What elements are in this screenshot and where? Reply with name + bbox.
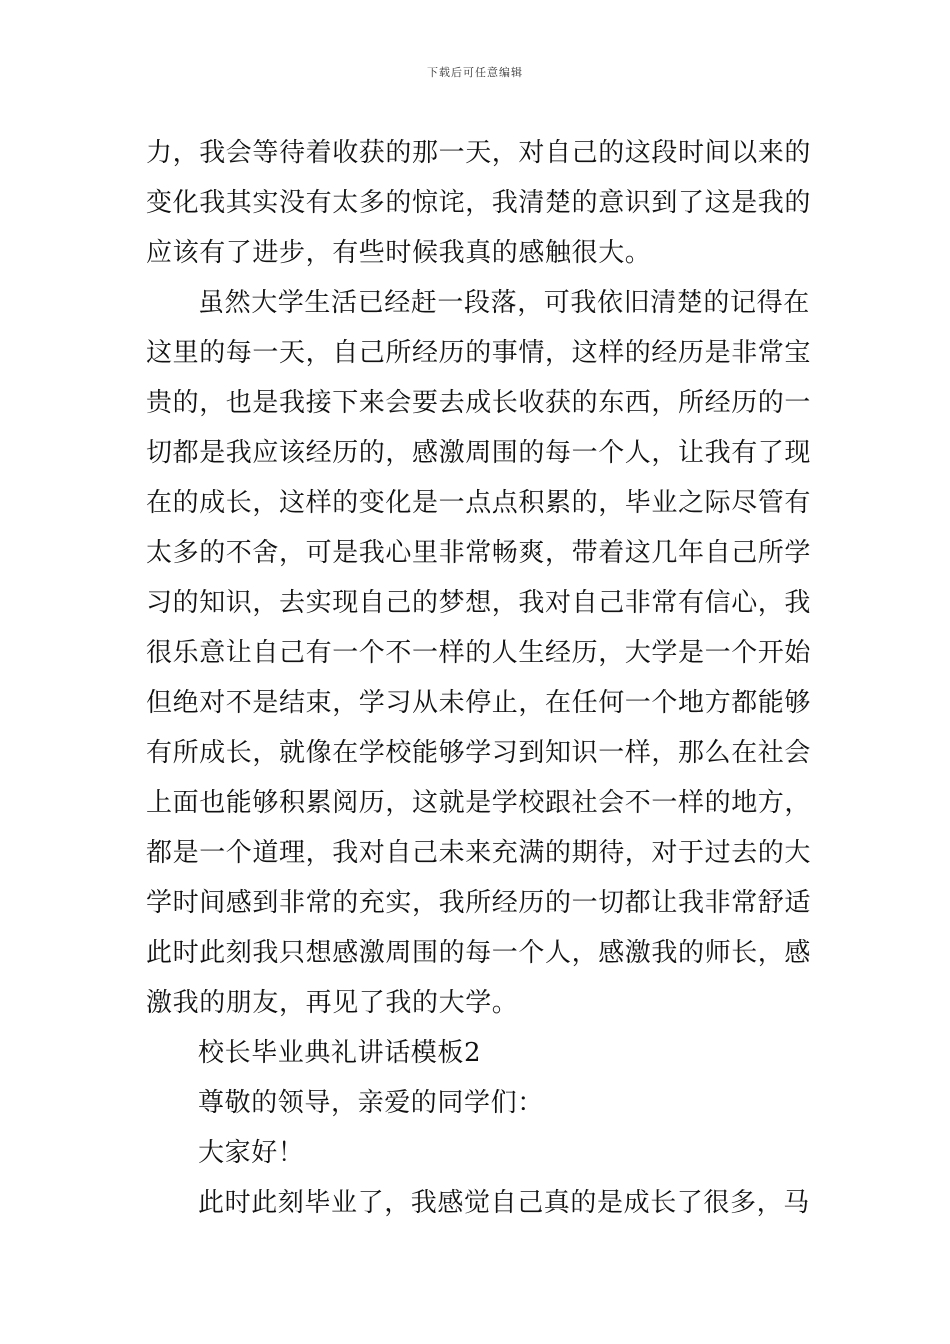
text-line: 上面也能够积累阅历，这就是学校跟社会不一样的地方， — [146, 788, 812, 818]
text-line: 都是一个道理，我对自己未来充满的期待，对于过去的大 — [146, 838, 812, 868]
text-line: 很乐意让自己有一个不一样的人生经历，大学是一个开始 — [146, 638, 812, 668]
text-line: 变化我其实没有太多的惊诧，我清楚的意识到了这是我的 — [146, 188, 812, 218]
text-line: 应该有了进步，有些时候我真的感触很大。 — [146, 238, 652, 268]
text-line: 习的知识，去实现自己的梦想，我对自己非常有信心，我 — [146, 588, 812, 618]
text-line: 太多的不舍，可是我心里非常畅爽，带着这几年自己所学 — [146, 538, 812, 568]
paragraph-start-line: 虽然大学生活已经赶一段落，可我依旧清楚的记得在 — [198, 288, 810, 318]
text-line: 此时此刻我只想感激周围的每一个人，感激我的师长，感 — [146, 938, 812, 968]
page-header: 下载后可任意编辑 — [427, 66, 523, 79]
salutation: 尊敬的领导，亲爱的同学们： — [198, 1088, 544, 1118]
section-title: 校长毕业典礼讲话模板2 — [198, 1038, 482, 1068]
greeting: 大家好！ — [198, 1138, 305, 1168]
text-line: 激我的朋友，再见了我的大学。 — [146, 988, 519, 1018]
paragraph-start-line: 此时此刻毕业了，我感觉自己真的是成长了很多，马 — [198, 1188, 810, 1218]
document-body — [146, 128, 812, 1228]
text-line: 切都是我应该经历的，感激周围的每一个人，让我有了现 — [146, 438, 812, 468]
text-line: 这里的每一天，自己所经历的事情，这样的经历是非常宝 — [146, 338, 812, 368]
text-line: 有所成长，就像在学校能够学习到知识一样，那么在社会 — [146, 738, 812, 768]
text-line: 学时间感到非常的充实，我所经历的一切都让我非常舒适 — [146, 888, 812, 918]
text-line: 贵的，也是我接下来会要去成长收获的东西，所经历的一 — [146, 388, 812, 418]
text-line: 但绝对不是结束，学习从未停止，在任何一个地方都能够 — [146, 688, 812, 718]
text-line: 力，我会等待着收获的那一天，对自己的这段时间以来的 — [146, 138, 812, 168]
text-line: 在的成长，这样的变化是一点点积累的，毕业之际尽管有 — [146, 488, 812, 518]
